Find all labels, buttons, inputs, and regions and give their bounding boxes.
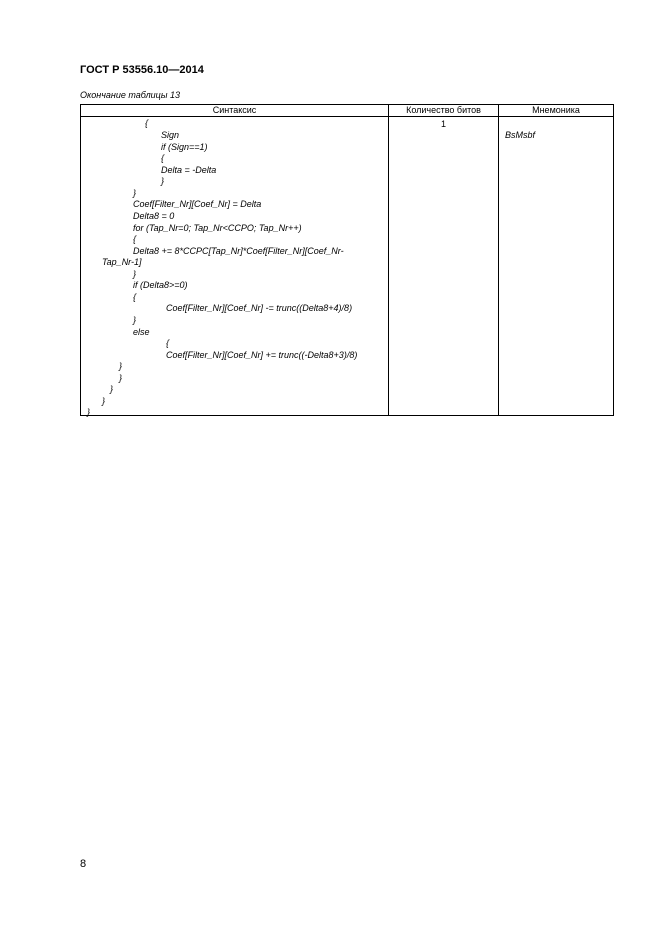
mnemonic-cell <box>499 117 614 416</box>
code-line: if (Sign==1) <box>161 142 208 152</box>
code-line: Delta8 = 0 <box>133 211 175 221</box>
code-line: Delta8 += 8*CCPC[Tap_Nr]*Coef[Filter_Nr][Coef_Nr- <box>133 246 344 256</box>
code-line: } <box>133 269 137 279</box>
column-header-bits: Количество битов <box>389 105 499 117</box>
code-line: { <box>161 153 165 163</box>
syntax-table <box>80 104 614 416</box>
code-line: { <box>133 234 137 244</box>
table-caption: Окончание таблицы 13 <box>80 90 180 100</box>
code-line: } <box>102 396 106 406</box>
code-line: } <box>133 315 137 325</box>
mnemonic-value: BsMsbf <box>505 130 536 140</box>
code-line: { <box>133 292 137 302</box>
bits-value: 1 <box>440 119 446 129</box>
syntax-cell <box>81 117 389 416</box>
code-line: } <box>161 176 165 186</box>
code-line: { <box>145 118 149 128</box>
code-line: for (Tap_Nr=0; Tap_Nr<CCPO; Tap_Nr++) <box>133 223 302 233</box>
code-line: } <box>119 373 123 383</box>
table-header-row <box>81 105 614 117</box>
page-number: 8 <box>80 858 87 870</box>
code-line: Coef[Filter_Nr][Coef_Nr] += trunc((-Delta8+3)/8) <box>166 350 358 360</box>
code-line: Sign <box>161 130 180 140</box>
code-line: Tap_Nr-1] <box>102 257 142 267</box>
code-line: } <box>133 188 137 198</box>
bits-cell <box>389 117 499 416</box>
code-line: { <box>166 338 170 348</box>
document-header: ГОСТ Р 53556.10—2014 <box>80 64 204 76</box>
code-line: } <box>110 384 114 394</box>
column-header-mnemonic: Мнемоника <box>499 105 614 117</box>
code-line: } <box>119 361 123 371</box>
code-line: Coef[Filter_Nr][Coef_Nr] -= trunc((Delta8+4)/8) <box>166 303 353 313</box>
code-line: else <box>133 327 150 337</box>
code-line: if (Delta8>=0) <box>133 280 188 290</box>
column-header-syntax: Синтаксис <box>81 105 389 117</box>
code-line: } <box>87 407 91 417</box>
table-row <box>81 117 614 416</box>
code-line: Coef[Filter_Nr][Coef_Nr] = Delta <box>133 199 262 209</box>
code-line: Delta = -Delta <box>161 165 217 175</box>
